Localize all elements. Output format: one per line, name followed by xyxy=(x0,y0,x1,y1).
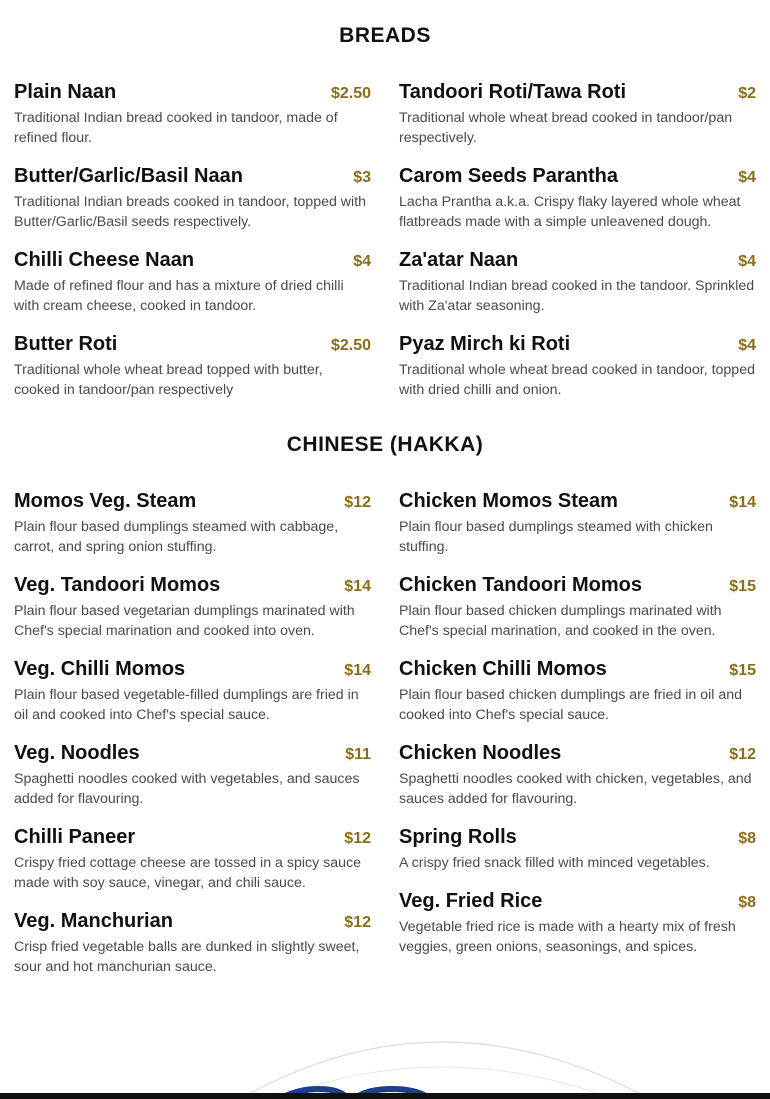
menu-item xyxy=(399,80,756,164)
item-name: Spring Rolls xyxy=(399,826,517,848)
item-name: Chilli Paneer xyxy=(14,826,136,848)
item-description: Lacha Prantha a.k.a. Crispy flaky layered whole wheat flatbreads made with a simple unleavened dough. xyxy=(399,194,741,230)
menu-item xyxy=(399,741,756,825)
menu-item xyxy=(14,80,371,164)
footer-arc-graphic xyxy=(0,1005,770,1099)
item-price: $11 xyxy=(345,746,371,763)
item-name: Tandoori Roti/Tawa Roti xyxy=(399,81,627,103)
item-price: $14 xyxy=(344,662,371,679)
item-price: $2 xyxy=(738,85,756,102)
item-price: $8 xyxy=(738,894,756,911)
item-description: Traditional whole wheat bread topped with butter, cooked in tandoor/pan respectively xyxy=(14,362,323,398)
item-description: Plain flour based vegetable-filled dumplings are fried in oil and cooked into Chef's special sauce. xyxy=(14,687,359,723)
menu-item xyxy=(14,741,371,825)
item-price: $2.50 xyxy=(330,85,371,102)
item-name: Veg. Chilli Momos xyxy=(14,658,186,680)
item-price: $4 xyxy=(738,337,756,354)
item-description: Traditional Indian breads cooked in tandoor, topped with Butter/Garlic/Basil seeds respectively. xyxy=(14,194,367,230)
menu-item xyxy=(14,909,371,993)
item-name: Za'atar Naan xyxy=(399,249,519,271)
item-description: Plain flour based vegetarian dumplings marinated with Chef's special marination and cooked into oven. xyxy=(14,603,355,639)
item-name: Veg. Tandoori Momos xyxy=(14,574,221,596)
menu-item xyxy=(14,489,371,573)
item-name: Plain Naan xyxy=(14,81,117,103)
item-description: Plain flour based chicken dumplings marinated with Chef's special marination, and cooked in the oven. xyxy=(399,603,722,639)
item-description: Plain flour based dumplings steamed with cabbage, carrot, and spring onion stuffing. xyxy=(14,519,339,555)
menu-item xyxy=(399,248,756,332)
menu-item xyxy=(14,248,371,332)
item-name: Veg. Fried Rice xyxy=(399,890,543,912)
item-description: Traditional Indian bread cooked in the tandoor. Sprinkled with Za'atar seasoning. xyxy=(399,278,755,314)
item-price: $12 xyxy=(344,914,371,931)
chinese-left-column xyxy=(14,489,371,993)
item-name: Carom Seeds Parantha xyxy=(399,165,618,187)
item-description: Traditional Indian bread cooked in tandoor, made of refined flour. xyxy=(14,110,338,146)
item-price: $12 xyxy=(344,494,371,511)
item-description: Spaghetti noodles cooked with vegetables, and sauces added for flavouring. xyxy=(14,771,360,807)
menu-item xyxy=(399,573,756,657)
item-description: A crispy fried snack filled with minced vegetables. xyxy=(399,855,710,871)
item-name: Chicken Momos Steam xyxy=(399,490,618,512)
item-name: Butter/Garlic/Basil Naan xyxy=(14,165,243,187)
breads-left-column xyxy=(14,80,371,416)
menu-item xyxy=(399,657,756,741)
item-price: $14 xyxy=(344,578,371,595)
menu-item xyxy=(14,573,371,657)
item-price: $15 xyxy=(729,578,756,595)
chinese-menu-grid xyxy=(14,489,756,993)
item-name: Veg. Manchurian xyxy=(14,910,173,932)
item-description: Traditional whole wheat bread cooked in tandoor, topped with dried chilli and onion. xyxy=(399,362,755,398)
item-description: Crispy fried cottage cheese are tossed in a spicy sauce made with soy sauce, vinegar, and chili sauce. xyxy=(14,855,361,891)
menu-item xyxy=(399,889,756,973)
chinese-right-column xyxy=(399,489,756,993)
menu-item xyxy=(399,332,756,416)
item-description: Traditional whole wheat bread cooked in tandoor/pan respectively. xyxy=(399,110,733,146)
item-name: Veg. Noodles xyxy=(14,742,140,764)
item-price: $12 xyxy=(344,830,371,847)
item-price: $4 xyxy=(738,253,756,270)
breads-section-title: BREADS xyxy=(339,24,431,47)
item-price: $12 xyxy=(729,746,756,763)
item-price: $4 xyxy=(738,169,756,186)
item-name: Butter Roti xyxy=(14,333,118,355)
menu-item xyxy=(14,164,371,248)
item-description: Spaghetti noodles cooked with chicken, vegetables, and sauces added for flavouring. xyxy=(399,771,752,807)
menu-item xyxy=(14,825,371,909)
item-name: Chilli Cheese Naan xyxy=(14,249,195,271)
menu-item xyxy=(399,825,756,889)
breads-right-column xyxy=(399,80,756,416)
item-description: Made of refined flour and has a mixture of dried chilli with cream cheese, cooked in tandoor. xyxy=(14,278,344,314)
item-name: Pyaz Mirch ki Roti xyxy=(399,333,571,355)
item-price: $2.50 xyxy=(330,337,371,354)
chinese-section-title: CHINESE (HAKKA) xyxy=(286,433,484,456)
item-name: Chicken Chilli Momos xyxy=(399,658,607,680)
item-description: Crisp fried vegetable balls are dunked in slightly sweet, sour and hot manchurian sauce. xyxy=(14,939,360,975)
item-name: Chicken Tandoori Momos xyxy=(399,574,642,596)
item-price: $15 xyxy=(729,662,756,679)
item-description: Plain flour based dumplings steamed with chicken stuffing. xyxy=(399,519,713,555)
item-price: $4 xyxy=(353,253,371,270)
menu-item xyxy=(14,657,371,741)
breads-menu-grid xyxy=(14,80,756,416)
footer-decoration xyxy=(0,1005,770,1099)
item-price: $14 xyxy=(729,494,756,511)
item-name: Chicken Noodles xyxy=(399,742,562,764)
item-description: Vegetable fried rice is made with a hearty mix of fresh veggies, green onions, seasonings, and spices. xyxy=(399,919,736,955)
menu-item xyxy=(399,164,756,248)
item-name: Momos Veg. Steam xyxy=(14,490,197,512)
menu-item xyxy=(14,332,371,416)
item-price: $8 xyxy=(738,830,756,847)
menu-item xyxy=(399,489,756,573)
footer-bar xyxy=(0,1093,770,1099)
item-price: $3 xyxy=(353,169,371,186)
item-description: Plain flour based chicken dumplings are fried in oil and cooked into Chef's special sauce. xyxy=(399,687,743,723)
